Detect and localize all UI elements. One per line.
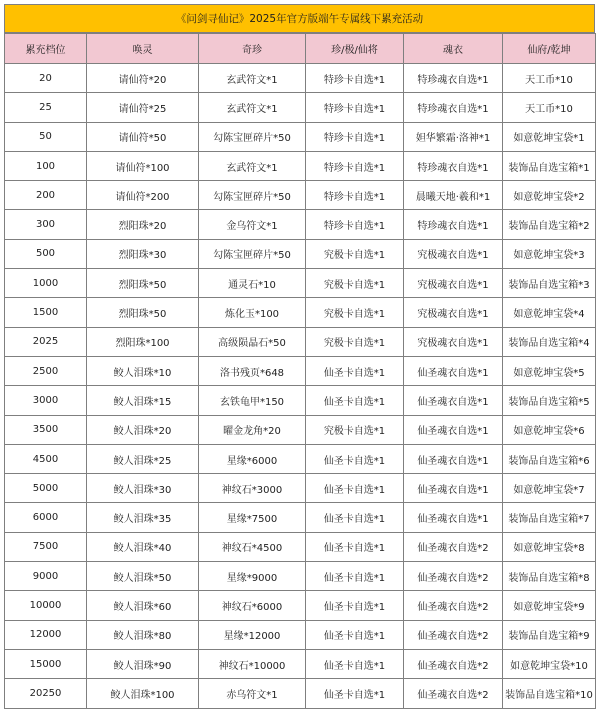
cell-general: 仙圣卡自选*1 [306,591,404,620]
cell-tier: 20250 [5,679,87,708]
cell-tier: 15000 [5,649,87,678]
cell-treasure: 神纹石*3000 [199,474,306,503]
cell-treasure: 星缘*7500 [199,503,306,532]
cell-soul-outfit: 仙圣魂衣自选*1 [404,503,503,532]
table-row [5,210,596,239]
column-header-general: 珍/极/仙将 [306,34,404,64]
cell-residence: 装饰品自选宝箱*2 [503,210,596,239]
cell-treasure: 星缘*9000 [199,562,306,591]
table-row [5,386,596,415]
cell-summon: 请仙符*20 [87,64,199,93]
cell-tier: 2025 [5,327,87,356]
cell-soul-outfit: 仙圣魂衣自选*2 [404,679,503,708]
cell-treasure: 星缘*12000 [199,620,306,649]
cell-general: 仙圣卡自选*1 [306,562,404,591]
cell-general: 究极卡自选*1 [306,327,404,356]
cell-soul-outfit: 仙圣魂衣自选*2 [404,591,503,620]
cell-summon: 请仙符*100 [87,151,199,180]
cell-residence: 装饰品自选宝箱*4 [503,327,596,356]
cell-treasure: 神纹石*10000 [199,649,306,678]
cell-treasure: 玄武符文*1 [199,93,306,122]
cell-soul-outfit: 特珍魂衣自选*1 [404,93,503,122]
cell-general: 特珍卡自选*1 [306,151,404,180]
cell-treasure: 神纹石*6000 [199,591,306,620]
cell-general: 仙圣卡自选*1 [306,649,404,678]
cell-soul-outfit: 仙圣魂衣自选*1 [404,415,503,444]
cell-general: 究极卡自选*1 [306,269,404,298]
cell-soul-outfit: 究极魂衣自选*1 [404,327,503,356]
reward-table [4,33,596,709]
cell-soul-outfit: 仙圣魂衣自选*1 [404,444,503,473]
cell-residence: 天工币*10 [503,93,596,122]
cell-summon: 烈阳珠*100 [87,327,199,356]
cell-residence: 如意乾坤宝袋*1 [503,122,596,151]
cell-tier: 9000 [5,562,87,591]
cell-residence: 如意乾坤宝袋*4 [503,298,596,327]
table-row [5,239,596,268]
cell-treasure: 玄武符文*1 [199,151,306,180]
table-row [5,532,596,561]
cell-soul-outfit: 仙圣魂衣自选*2 [404,649,503,678]
cell-residence: 如意乾坤宝袋*6 [503,415,596,444]
cell-soul-outfit: 仙圣魂衣自选*1 [404,386,503,415]
cell-general: 仙圣卡自选*1 [306,532,404,561]
cell-residence: 如意乾坤宝袋*9 [503,591,596,620]
cell-general: 仙圣卡自选*1 [306,444,404,473]
cell-residence: 装饰品自选宝箱*8 [503,562,596,591]
cell-general: 特珍卡自选*1 [306,122,404,151]
cell-soul-outfit: 仙圣魂衣自选*2 [404,562,503,591]
table-row [5,181,596,210]
cell-summon: 烈阳珠*30 [87,239,199,268]
cell-tier: 3000 [5,386,87,415]
event-title: 《问剑寻仙记》2025年官方版端午专属线下累充活动 [4,4,595,33]
table-row [5,562,596,591]
cell-general: 特珍卡自选*1 [306,210,404,239]
cell-general: 究极卡自选*1 [306,239,404,268]
cell-tier: 100 [5,151,87,180]
column-header-summon: 唤灵 [87,34,199,64]
cell-summon: 鲛人泪珠*30 [87,474,199,503]
cell-tier: 1000 [5,269,87,298]
cell-summon: 鲛人泪珠*80 [87,620,199,649]
cell-residence: 如意乾坤宝袋*2 [503,181,596,210]
table-row [5,269,596,298]
cell-residence: 装饰品自选宝箱*7 [503,503,596,532]
cell-residence: 装饰品自选宝箱*5 [503,386,596,415]
cell-tier: 50 [5,122,87,151]
cell-residence: 如意乾坤宝袋*5 [503,356,596,385]
cell-soul-outfit: 究极魂衣自选*1 [404,269,503,298]
cell-treasure: 勾陈宝匣碎片*50 [199,122,306,151]
cell-general: 仙圣卡自选*1 [306,386,404,415]
cell-general: 仙圣卡自选*1 [306,679,404,708]
cell-soul-outfit: 妲华繁霜·洛神*1 [404,122,503,151]
table-row [5,93,596,122]
cell-residence: 如意乾坤宝袋*10 [503,649,596,678]
table-row [5,679,596,708]
cell-summon: 鲛人泪珠*90 [87,649,199,678]
table-body [5,64,596,709]
cell-treasure: 勾陈宝匣碎片*50 [199,181,306,210]
table-row [5,503,596,532]
cell-tier: 5000 [5,474,87,503]
cell-soul-outfit: 仙圣魂衣自选*1 [404,474,503,503]
cell-soul-outfit: 特珍魂衣自选*1 [404,64,503,93]
cell-treasure: 曜金龙角*20 [199,415,306,444]
cell-residence: 装饰品自选宝箱*6 [503,444,596,473]
header-row [5,34,596,64]
cell-summon: 请仙符*50 [87,122,199,151]
cell-summon: 请仙符*200 [87,181,199,210]
cell-general: 仙圣卡自选*1 [306,503,404,532]
cell-tier: 200 [5,181,87,210]
cell-general: 究极卡自选*1 [306,298,404,327]
recharge-event-sheet [4,4,595,709]
cell-residence: 如意乾坤宝袋*8 [503,532,596,561]
cell-treasure: 洛书残页*648 [199,356,306,385]
cell-residence: 装饰品自选宝箱*10 [503,679,596,708]
cell-summon: 烈阳珠*20 [87,210,199,239]
cell-summon: 鲛人泪珠*15 [87,386,199,415]
cell-tier: 25 [5,93,87,122]
cell-summon: 鲛人泪珠*100 [87,679,199,708]
cell-summon: 鲛人泪珠*10 [87,356,199,385]
cell-soul-outfit: 究极魂衣自选*1 [404,239,503,268]
cell-residence: 天工币*10 [503,64,596,93]
cell-soul-outfit: 究极魂衣自选*1 [404,298,503,327]
cell-general: 特珍卡自选*1 [306,64,404,93]
table-row [5,327,596,356]
cell-tier: 3500 [5,415,87,444]
cell-summon: 鲛人泪珠*20 [87,415,199,444]
table-row [5,620,596,649]
cell-summon: 鲛人泪珠*60 [87,591,199,620]
cell-summon: 烈阳珠*50 [87,269,199,298]
cell-general: 特珍卡自选*1 [306,93,404,122]
table-row [5,64,596,93]
cell-general: 仙圣卡自选*1 [306,356,404,385]
cell-tier: 300 [5,210,87,239]
cell-soul-outfit: 特珍魂衣自选*1 [404,210,503,239]
cell-general: 特珍卡自选*1 [306,181,404,210]
cell-tier: 10000 [5,591,87,620]
cell-treasure: 星缘*6000 [199,444,306,473]
cell-residence: 如意乾坤宝袋*3 [503,239,596,268]
cell-treasure: 通灵石*10 [199,269,306,298]
cell-tier: 6000 [5,503,87,532]
table-row [5,474,596,503]
cell-summon: 烈阳珠*50 [87,298,199,327]
cell-summon: 鲛人泪珠*25 [87,444,199,473]
table-row [5,649,596,678]
column-header-tier: 累充档位 [5,34,87,64]
table-row [5,298,596,327]
cell-general: 究极卡自选*1 [306,415,404,444]
cell-soul-outfit: 晨曦天地·羲和*1 [404,181,503,210]
table-row [5,444,596,473]
table-row [5,356,596,385]
table-row [5,151,596,180]
cell-treasure: 玄武符文*1 [199,64,306,93]
cell-treasure: 金乌符文*1 [199,210,306,239]
cell-tier: 1500 [5,298,87,327]
cell-soul-outfit: 仙圣魂衣自选*1 [404,356,503,385]
cell-summon: 鲛人泪珠*35 [87,503,199,532]
cell-treasure: 高级陨晶石*50 [199,327,306,356]
cell-tier: 2500 [5,356,87,385]
table-row [5,415,596,444]
cell-summon: 鲛人泪珠*50 [87,562,199,591]
cell-residence: 装饰品自选宝箱*1 [503,151,596,180]
table-row [5,122,596,151]
cell-summon: 鲛人泪珠*40 [87,532,199,561]
cell-soul-outfit: 仙圣魂衣自选*2 [404,620,503,649]
cell-tier: 7500 [5,532,87,561]
table-row [5,591,596,620]
cell-tier: 12000 [5,620,87,649]
cell-tier: 500 [5,239,87,268]
cell-residence: 装饰品自选宝箱*3 [503,269,596,298]
cell-general: 仙圣卡自选*1 [306,620,404,649]
cell-treasure: 神纹石*4500 [199,532,306,561]
cell-residence: 如意乾坤宝袋*7 [503,474,596,503]
cell-soul-outfit: 特珍魂衣自选*1 [404,151,503,180]
cell-treasure: 玄铁龟甲*150 [199,386,306,415]
column-header-soul-outfit: 魂衣 [404,34,503,64]
cell-general: 仙圣卡自选*1 [306,474,404,503]
cell-treasure: 炼化玉*100 [199,298,306,327]
cell-residence: 装饰品自选宝箱*9 [503,620,596,649]
cell-soul-outfit: 仙圣魂衣自选*2 [404,532,503,561]
cell-treasure: 赤乌符文*1 [199,679,306,708]
cell-tier: 20 [5,64,87,93]
column-header-treasure: 奇珍 [199,34,306,64]
column-header-residence: 仙府/乾坤 [503,34,596,64]
cell-summon: 请仙符*25 [87,93,199,122]
cell-treasure: 勾陈宝匣碎片*50 [199,239,306,268]
cell-tier: 4500 [5,444,87,473]
